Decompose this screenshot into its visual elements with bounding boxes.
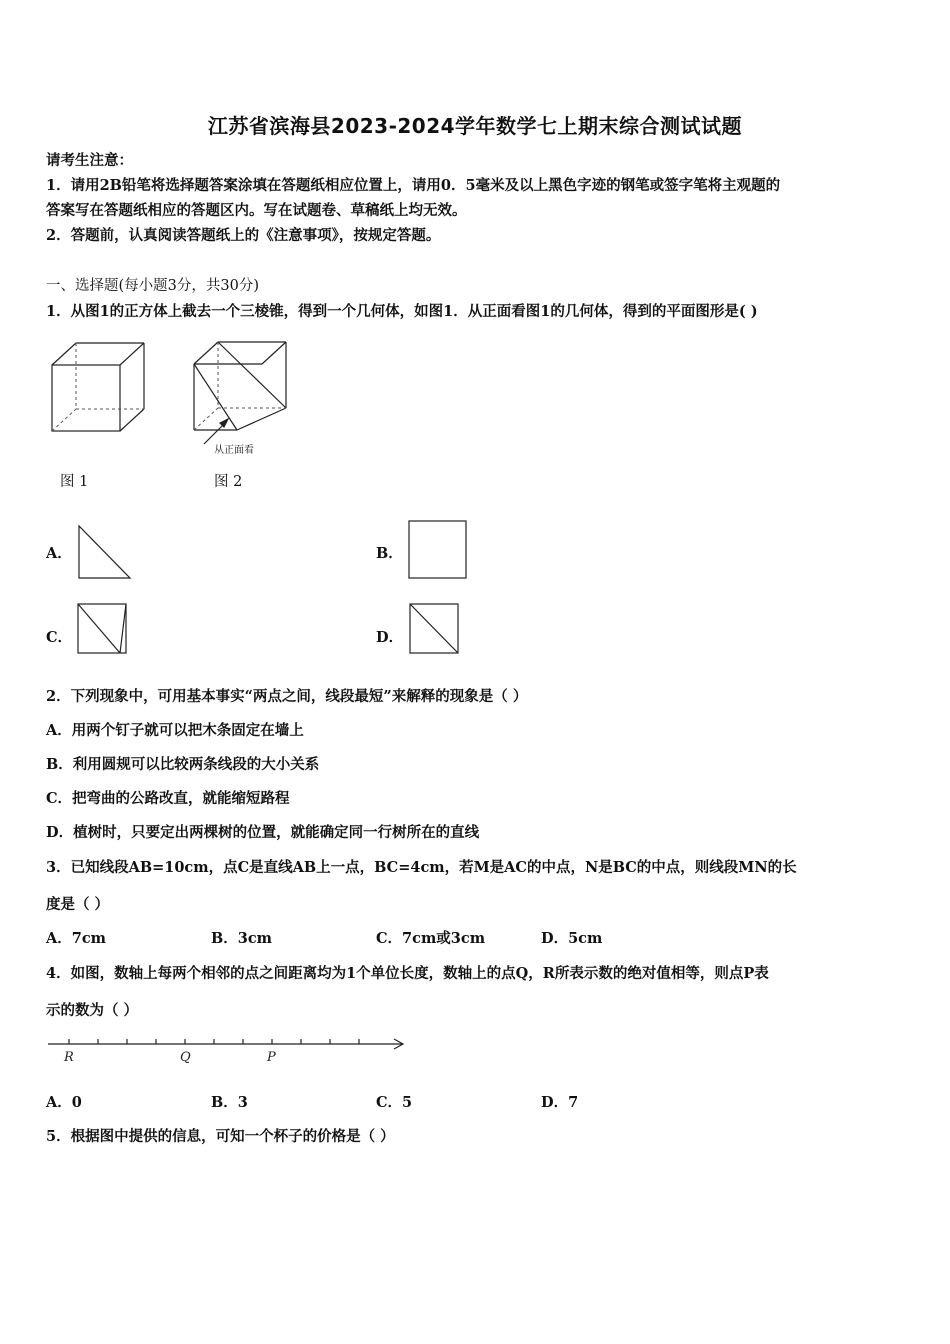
question-4-option-b: B．3	[211, 1094, 248, 1111]
figure-1-cube	[48, 340, 148, 435]
question-2-option-c: C．把弯曲的公路改直，就能缩短路程	[46, 790, 290, 807]
question-4-stem-line-1: 4．如图，数轴上每两个相邻的点之间距离均为1个单位长度，数轴上的点Q，R所表示数的绝对值相等，则点P表	[46, 965, 769, 982]
question-4-stem-line-2: 示的数为（ ）	[46, 1002, 139, 1019]
question-3-stem-line-2: 度是（ ）	[46, 896, 110, 913]
figure-2-cut-cube	[190, 338, 290, 458]
question-3-option-c: C．7cm或3cm	[376, 930, 486, 947]
option-a-figure	[77, 524, 133, 580]
question-4-option-c: C．5	[376, 1094, 413, 1111]
figure-1-caption: 图 1	[60, 474, 89, 490]
question-2-option-a: A．用两个钉子就可以把木条固定在墙上	[46, 722, 304, 739]
option-b-label: B．	[376, 545, 403, 562]
question-4-option-d: D．7	[541, 1094, 579, 1111]
option-a-label: A．	[46, 545, 72, 562]
question-4-option-a: A．0	[46, 1094, 82, 1111]
question-2-option-b: B．利用圆规可以比较两条线段的大小关系	[46, 756, 320, 773]
question-1-stem: 1．从图1的正方体上截去一个三棱锥，得到一个几何体，如图1．从正面看图1的几何体，得到的平面图形是( )	[46, 303, 758, 320]
question-2-stem: 2．下列现象中，可用基本事实“两点之间，线段最短”来解释的现象是（ ）	[46, 688, 528, 705]
option-b-figure	[407, 519, 469, 581]
number-line-label-p: P	[267, 1050, 276, 1065]
question-3-option-d: D．5cm	[541, 930, 603, 947]
number-line-label-r: R	[64, 1050, 74, 1065]
figure-2-caption: 图 2	[214, 474, 243, 490]
option-d-figure	[408, 602, 462, 656]
number-line-label-q: Q	[180, 1050, 191, 1065]
option-d-label: D．	[376, 629, 404, 646]
notice-item-1-line-1: 1．请用2B铅笔将选择题答案涂填在答题纸相应位置上，请用0．5毫米及以上黑色字迹的钢笔或签字笔将主观题的	[46, 177, 781, 194]
page-title: 江苏省滨海县2023-2024学年数学七上期末综合测试试题	[207, 114, 743, 138]
figure-2-arrow-label: 从正面看	[214, 445, 254, 456]
question-3-option-b: B．3cm	[211, 930, 273, 947]
question-5-stem: 5．根据图中提供的信息，可知一个杯子的价格是（ ）	[46, 1128, 395, 1145]
question-2-option-d: D．植树时，只要定出两棵树的位置，就能确定同一行树所在的直线	[46, 824, 480, 841]
notice-item-1-line-2: 答案写在答题纸相应的答题区内。写在试题卷、草稿纸上均无效。	[46, 202, 467, 219]
question-3-stem-line-1: 3．已知线段AB=10cm，点C是直线AB上一点，BC=4cm，若M是AC的中点，N是BC的中点，则线段MN的长	[46, 859, 797, 876]
question-3-option-a: A．7cm	[46, 930, 107, 947]
number-line-figure	[46, 1033, 408, 1067]
section-heading: 一、选择题(每小题3分，共30分)	[46, 278, 259, 294]
notice-heading: 请考生注意：	[46, 152, 133, 169]
option-c-figure	[76, 602, 130, 656]
notice-item-2: 2．答题前，认真阅读答题纸上的《注意事项》，按规定答题。	[46, 227, 441, 244]
option-c-label: C．	[46, 629, 73, 646]
